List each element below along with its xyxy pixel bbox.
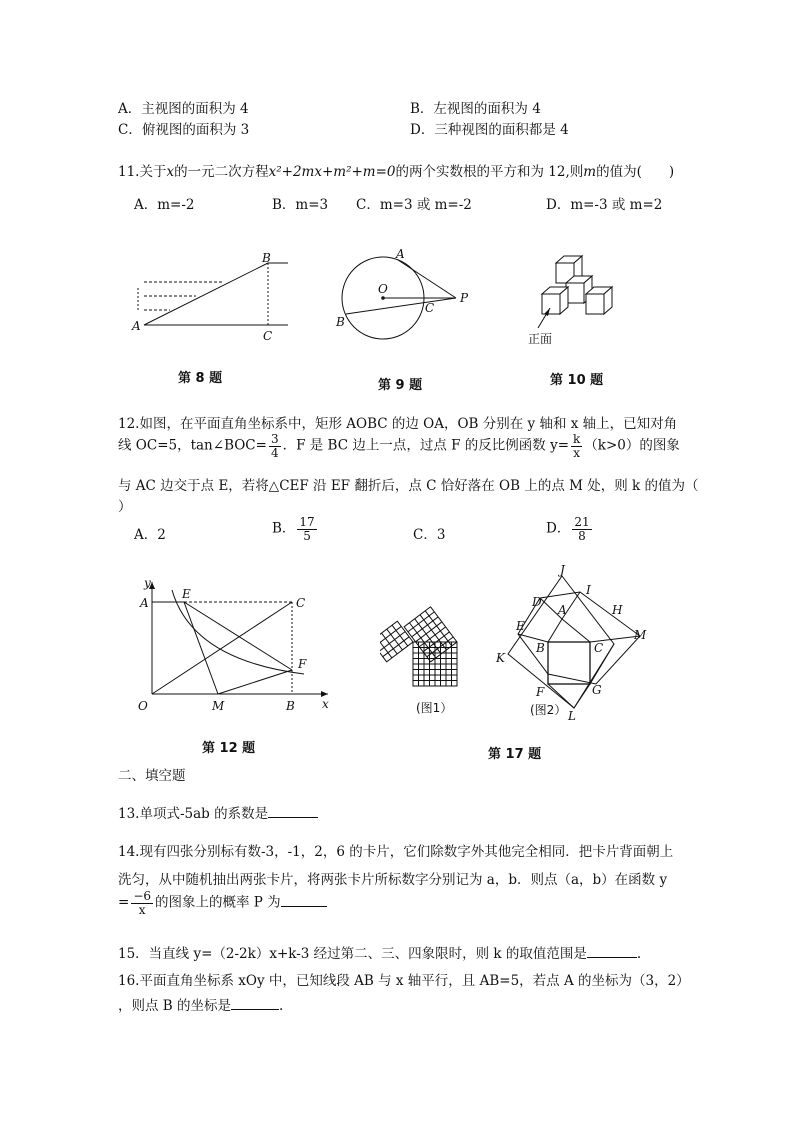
q13: 13.单项式-5ab 的系数是: [118, 802, 318, 822]
fig10-label-front: 正面: [528, 332, 553, 346]
q14-line-1: 14.现有四张分别标有数-3，-1，2，6 的卡片，它们除数字外其他完全相同．把卡片背面朝上: [118, 844, 674, 860]
figure-10: [520, 248, 630, 348]
q12-option-d: D． $\frac{21}{8}$: [546, 515, 590, 543]
fig17-c: C: [594, 641, 604, 655]
q12-option-b: B． $\frac{17}{5}$: [272, 515, 315, 543]
q10-option-b: B．左视图的面积为 4: [410, 101, 541, 117]
q12-option-c: C．3: [413, 527, 446, 543]
fig8-label-a: A: [132, 319, 141, 333]
q11-option-c: C．m=3 或 m=-2: [356, 197, 472, 213]
fig12-b: B: [286, 699, 295, 713]
fig10-caption: 第 10 题: [550, 373, 604, 388]
fig17-f: F: [536, 685, 545, 699]
fig17-sub1: (图1）: [416, 701, 453, 715]
fig12-o: O: [138, 699, 148, 713]
q10-option-d: D．三种视图的面积都是 4: [410, 122, 569, 138]
fig17-h: H: [612, 603, 623, 617]
q10-option-c: C．俯视图的面积为 3: [118, 122, 250, 138]
q11-option-d: D．m=-3 或 m=2: [546, 197, 663, 213]
fig17-b: B: [536, 641, 545, 655]
fig17-m: M: [634, 628, 647, 642]
q14-line-2: 洗匀，从中随机抽出两张卡片，将两张卡片所标数字分别记为 a，b．则点（a，b）在函数 y: [118, 872, 668, 888]
fig8-label-c: C: [263, 329, 273, 343]
fig12-y: y: [144, 576, 151, 590]
fig8-caption: 第 8 题: [178, 371, 223, 386]
q10-option-a: A．主视图的面积为 4: [118, 101, 249, 117]
figure-8: [126, 248, 306, 348]
fig17-caption: 第 17 题: [488, 747, 542, 762]
fig17-g: G: [592, 683, 602, 697]
fig8-label-b: B: [262, 251, 271, 265]
q16-line-1: 16.平面直角坐标系 xOy 中，已知线段 AB 与 x 轴平行，且 AB=5，若点 A 的坐标为（3，2）: [118, 973, 690, 989]
q12-line-2: 线 OC=5，tan∠BOC= $\frac{3}{4}$ ．F 是 BC 边上一点，过点 F 的反比例函数 y= $\frac{k}{x}$ （k>0）的图象: [118, 432, 680, 460]
figure-9: [330, 246, 480, 341]
fig12-m: M: [212, 699, 225, 713]
fig9-label-b: B: [336, 315, 345, 329]
fig12-x: x: [322, 697, 329, 711]
q11-option-b: B．m=3: [272, 197, 329, 213]
fig17-j: J: [560, 563, 565, 577]
fig17-i: I: [586, 583, 591, 597]
fig12-f: F: [298, 657, 307, 671]
fig9-caption: 第 9 题: [378, 378, 423, 393]
q16-line-2: ，则点 B 的坐标是 .: [118, 998, 284, 1014]
figure-17-1: [380, 590, 490, 725]
fig12-c: C: [296, 596, 306, 610]
fig17-sub2: (图2）: [530, 703, 567, 717]
fig12-a: A: [140, 596, 149, 610]
fig17-k: K: [496, 651, 505, 665]
fig9-label-a: A: [396, 247, 405, 261]
q12-option-a: A．2: [134, 527, 166, 543]
fig17-l: L: [568, 709, 576, 722]
fig12-caption: 第 12 题: [202, 741, 256, 756]
q15: 15．当直线 y=（2-2k）x+k-3 经过第二、三、四象限时，则 k 的取值范围是 .: [118, 946, 642, 962]
fig9-label-o: O: [378, 282, 388, 296]
q14-line-3: = $\frac{-6}{x}$ 的图象上的概率 P 为: [118, 890, 327, 916]
q12-line-3: 与 AC 边交于点 E，若将△CEF 沿 EF 翻折后，点 C 恰好落在 OB 上的点 M 处，则 k 的值为（: [118, 478, 699, 494]
figure-12: [132, 576, 337, 721]
fig9-label-c: C: [425, 301, 435, 315]
fig17-d: D: [532, 595, 542, 609]
q11-stem: 11.关于x的一元二次方程x²+2mx+m²+m=0的两个实数根的平方和为 12,则m的值为( ): [118, 164, 675, 180]
fig17-a: A: [558, 603, 567, 617]
q12-line-1: 12.如图，在平面直角坐标系中，矩形 AOBC 的边 OA，OB 分别在 y 轴和 x 轴上，已知对角: [118, 416, 678, 432]
fig12-e: E: [182, 587, 191, 601]
fig9-label-p: P: [460, 291, 469, 305]
figure-17-2: [492, 562, 657, 722]
q12-line-4: ）: [118, 499, 132, 515]
section-heading: 二、填空题: [118, 768, 186, 784]
fig17-e: E: [516, 619, 525, 633]
q11-option-a: A．m=-2: [134, 197, 195, 213]
